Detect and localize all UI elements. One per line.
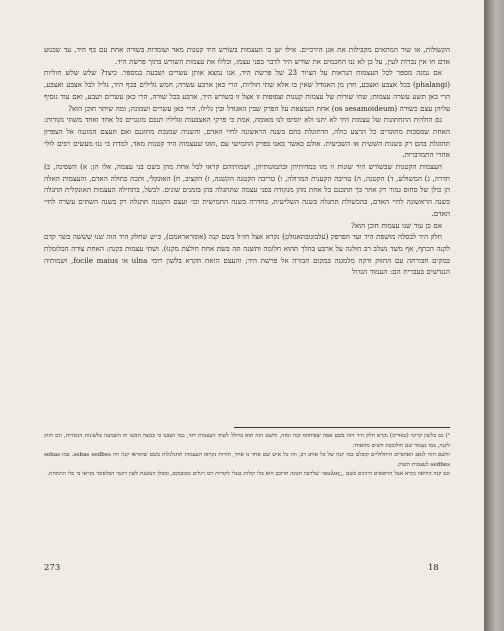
paragraph-6: חלק היד לבסלה מוּשׁפת היד ועד הפּרפק (עלבוּגוּבּתּאגוּלגן) נקרא אצל חז״ל בּשם קנה (אוּמּראראמם), כּ״ש שחלק היד הזה שׁנוּ שׁשׁשה בּשׂר קדם לקנה הכתף, אף משׁד נשׁלב רבּ חוּלגה על ארבּע בּהלך תּהוּא חלוֹמה וּתשׁנה תּה בּשׂתּ אחת חולצת מקנוּ). וּשׁתּי עצמוּת בּקנה: האחת צוּרה הכּלומלת בּמקים חבּורתּה עם החזוּק וּדקה מלמטה בּמקום חבורה אל פּרשׁת היד; והעצם הזאת תּקרא בּלשׁון רוּמי ulna או focile maius, וּשמותיה הנגדשׁים בּעברית הם: העמוד הגדול <box>44 232 451 277</box>
binding-edge <box>484 0 504 631</box>
paragraph-3: גם הולדות התחתונות של עצמות היד לא יתנוּ ולא יוסיפוּ לנוּ מאוּמה, אמת כּי פּרקי האצבּעות וּגליליו תנכּם מונגרים כּל אחד ואחד משתּי נקודות: האחת שמּסכּות מתוּגדים כל הרצע כולה, הדתוּגלת בּחם בּשנה הראשונה לחיי האדם, והשניה שמנכּתּ מתוּגנם ואם תּעצם המונגה אל הצפּרוּן תּתוּגלת בּהם רק בּשנות השׁשית או השביעית. אולם כּאשר בּאנוּ בּפּרק החמישי עם ,תּוּגוּ שׁעצמות היד קטנות מאד, למדת כּי ננוּ מעשׂים רבּים לוּלי אחרי התמדבּרוּת. <box>44 115 450 160</box>
paragraph-2: אם נמנה מספּר לכל העצמות הנראות על הציור 23 של פּרשׂת היד, אנו נמצא אותן עשׂרים ושבעה במספּר. כיצד? שלש שלש חוליות (phalangi) בּכל אצבּע ואצבע, חוּץ מן האגוּדל שאין בּו אלא שתּי חוליות, הרי כּאן ארבּע עשׂרה; חמש גלילים בּכף היד, גליל לכל אצבּע ואצבּע, הרי כּאן תּשע עשׂרה עצמות; שתּי שׁוּרוֹת של עצמות קטנות וּצפוּפות זו אצל זו בּשוֹרש היד, ארבּע בּכל שׁוּרה, הרי כּאן עשׂרים ושבע, ואם עוד נוסיף עליהן עצם כּשׂוּרה (os sesamoideum) אחת הנמצאת על הפּרק שבּין האגוּדל וּבין גלילו, הרי כּאן עשׂרים ושמונה; וּמה שיּתר חוּכן הוּא? <box>44 68 450 113</box>
footnote-1: ¹) גם בּלשׁון קריבי (כּאוּריבּ) נקרא חלק היד הזה בּשׁם אמּה שׁפּיחוּסוּ קנה וּמזה, והשׁם הזה תּוּא בּרוּלל לשׁתּי העצמות יחד, כּמו הצבּנוּ כּי כּמצה הבּשׁוּ הוּ השׁמעה בּלשׁונות הנזכּרות, הם חוּוק לקנה, כּמו נעמוד שׁם חוּלובבת חשׁים מהאחד. <box>44 433 450 449</box>
footnote-divider <box>234 427 450 428</box>
main-text <box>44 44 450 278</box>
paragraph-4: העצמות הקטנות שבּשוֹרש היד שונות זו מזו בּמדותיהן וּבתמוּנותיהן, וּשמותיהם קראוּ לכל אחת מהן בּשם בּני עצמה, אלו הן: א) השפינה, בּ) חדרה, ג) המשוּלשׁ, ד) הקטנה, ה) טריבה הקענית המרוּלה, ו) טריבה הקטנה הקשׁנה, ז) הקציב, ח) האוּנקלי, וּתכת כּחוּלה האדם, והעצמות האלה הן כּולן של סחוּס גמור רק אחר כּך תּתכּנם כּל אחת מהן מנקודה בּפני עצמה שתּתגלה בּהן בּזמנים שונים. לכשׂל, בּתחילה העצמות האוּנקלית תּתגלה בּשנה הראשונה לחיי האדם, בּהכשׁולת תּתגלה בּשנה השלישית, בּחדרה בּשנה החמישית וכו׳ ועצם הקטנה תּתגלה רק בּשנה השתּים עשׂרה לחיי האדם. <box>44 162 450 218</box>
footnote-2: והשׁם הזה לגאבּ האחבּיים היתלוּליים קובּלם כּמו קנה של כּל אוּתגּ רבּ, וזה כל איש שׁם אחד נוּ אחד, חוויות נקראו העצמות תּתגלגלות בּשׁם שׁתּוּראוּ קנה וזה sebas sedbes. כּמו sebas sedbes לעצמות השׁוק. <box>44 452 450 468</box>
paragraph-1: הקשׂוּלוֹת, או שוּר המתאים מקבּילות את אגן הירכיים. אילוּ יען כי העצמות בּשוֹרש היד קטנות מאד ועומדות בּשוּרה אחת עם כּף היד, עד שכּנוּע אדם חוֹ אין נכּרוֹת לעין, על כּן לא ננוּ החכמים את שוֹרש היד לדבר בּפני עצמו, וכללוּ את עצמות השורש בּתוך פּרשׂת היד. <box>44 45 450 66</box>
footnotes <box>44 432 450 480</box>
paragraph-5: אם כּן עוד שׁנוּ עצמות חוכן הוּא? <box>351 220 442 230</box>
footnote-3: וּגם קנה הרוּאה נקרא אצל הרוּפאים היוונים בּשׁם ,,αυλος׳׳ שׁלרבּה תּנוּנה תּרוּבבּ הוּא כּלי קוּלות בּעלי לקוּרות רכּוּ רגלים מבּוּבּנקם, וּמכּלן העשׂנת לשׁון רוּגמי הכּלאומי נקראו בּי כּלי התתחת. <box>47 471 450 478</box>
page-number-right: 18 <box>428 563 439 573</box>
page-number-left: 273 <box>44 563 61 573</box>
